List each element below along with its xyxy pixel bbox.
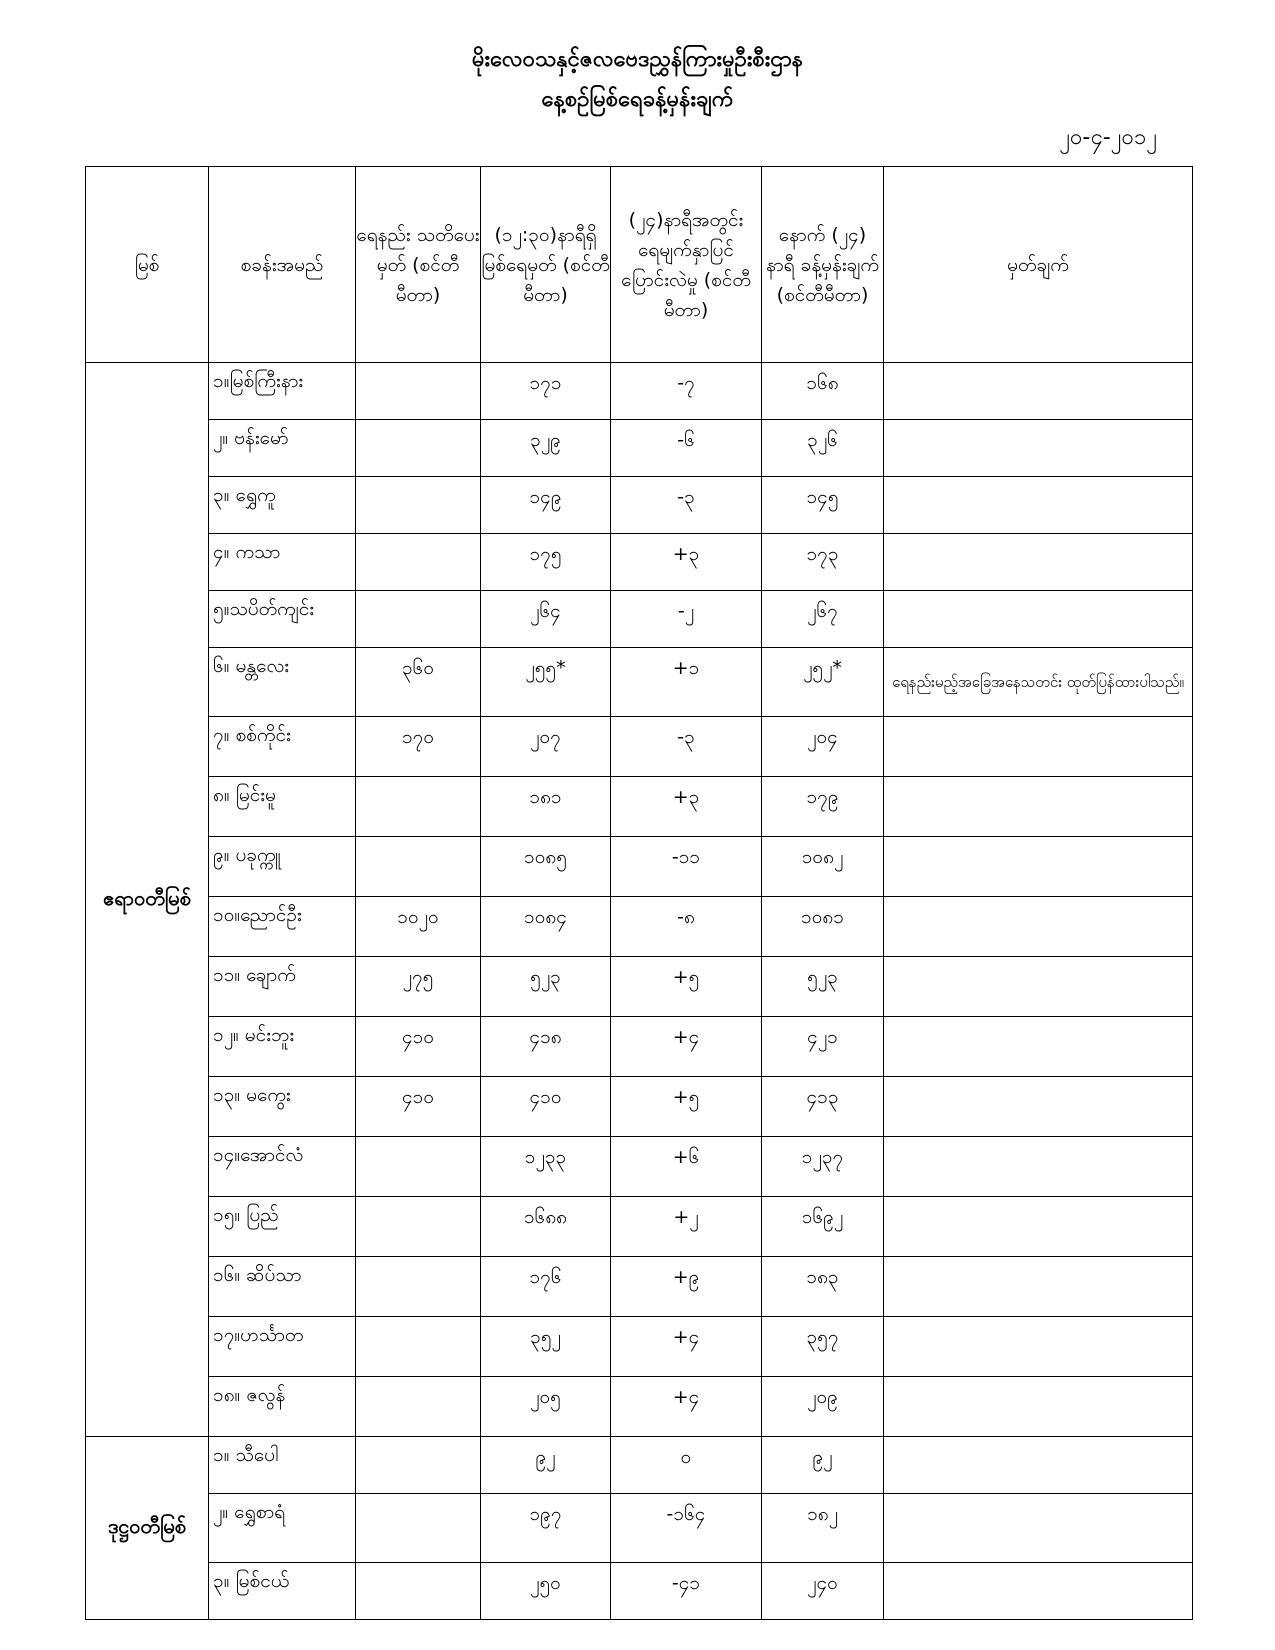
remark-cell bbox=[884, 477, 1193, 534]
forecast-cell: ၉၂ bbox=[762, 1437, 884, 1494]
forecast-cell: ၁၈၃ bbox=[762, 1257, 884, 1317]
river-name-cell: ဧရာဝတီမြစ် bbox=[86, 363, 209, 1437]
table-row bbox=[86, 477, 1193, 534]
warning-level-cell: ၄၁၀ bbox=[356, 1077, 481, 1137]
forecast-cell: ၂၀၉ bbox=[762, 1377, 884, 1437]
water-level-cell: ၁၇၁ bbox=[481, 363, 611, 420]
water-level-cell: ၁၉၇ bbox=[481, 1494, 611, 1563]
station-cell: ၁၃။ မကွေး bbox=[209, 1077, 356, 1137]
remark-cell bbox=[884, 420, 1193, 477]
table-row bbox=[86, 363, 1193, 420]
station-cell: ၄။ ကသာ bbox=[209, 534, 356, 591]
change-cell: +၆ bbox=[611, 1137, 762, 1197]
station-cell: ၂။ ရွှေစာရံ bbox=[209, 1494, 356, 1563]
station-cell: ၁။ သီပေါ bbox=[209, 1437, 356, 1494]
header-current-level: (၁၂:၃၀)နာရီရှိ မြစ်ရေမှတ် (စင်တီမီတာ) bbox=[481, 167, 611, 363]
water-level-cell: ၂၆၄ bbox=[481, 591, 611, 648]
forecast-cell: ၁၆၈ bbox=[762, 363, 884, 420]
table-row bbox=[86, 1563, 1193, 1620]
water-level-cell: ၂၀၅ bbox=[481, 1377, 611, 1437]
table-row bbox=[86, 1197, 1193, 1257]
forecast-cell: ၃၂၆ bbox=[762, 420, 884, 477]
remark-cell: ရေနည်းမည့်အခြေအနေသတင်း ထုတ်ပြန်ထားပါသည်။ bbox=[884, 648, 1193, 717]
table-row bbox=[86, 1137, 1193, 1197]
change-cell: +၉ bbox=[611, 1257, 762, 1317]
forecast-cell: ၁၇၉ bbox=[762, 777, 884, 837]
remark-cell bbox=[884, 1494, 1193, 1563]
water-level-cell: ၁၄၉ bbox=[481, 477, 611, 534]
report-date: ၂၀-၄-၂၀၁၂ bbox=[1059, 125, 1157, 150]
water-level-cell: ၃၂၉ bbox=[481, 420, 611, 477]
header-forecast: နောက် (၂၄) နာရီ ခန့်မှန်းချက် (စင်တီမီတာ) bbox=[762, 167, 884, 363]
station-cell: ၉။ ပခုက္ကူ bbox=[209, 837, 356, 897]
remark-cell bbox=[884, 1137, 1193, 1197]
warning-level-cell bbox=[356, 1494, 481, 1563]
station-cell: ၂။ ဗန်းမော် bbox=[209, 420, 356, 477]
table-row bbox=[86, 1017, 1193, 1077]
warning-level-cell bbox=[356, 1317, 481, 1377]
change-cell: +၄ bbox=[611, 1017, 762, 1077]
change-cell: +၃ bbox=[611, 777, 762, 837]
change-cell: -၄၁ bbox=[611, 1563, 762, 1620]
change-cell: +၅ bbox=[611, 957, 762, 1017]
change-cell: -၁၆၄ bbox=[611, 1494, 762, 1563]
table-row bbox=[86, 420, 1193, 477]
change-cell: +၂ bbox=[611, 1197, 762, 1257]
forecast-cell: ၁၂၃၇ bbox=[762, 1137, 884, 1197]
forecast-cell: ၂၀၄ bbox=[762, 717, 884, 777]
table-row bbox=[86, 1494, 1193, 1563]
header-remark: မှတ်ချက် bbox=[884, 167, 1193, 363]
forecast-cell: ၁၄၅ bbox=[762, 477, 884, 534]
table-row bbox=[86, 591, 1193, 648]
table-row bbox=[86, 777, 1193, 837]
table-row bbox=[86, 897, 1193, 957]
water-level-cell: ၄၁၈ bbox=[481, 1017, 611, 1077]
change-cell: +၄ bbox=[611, 1377, 762, 1437]
station-cell: ၆။ မန္တလေး bbox=[209, 648, 356, 717]
water-level-cell: ၁၆၈၈ bbox=[481, 1197, 611, 1257]
station-cell: ၁၇။ဟင်္သာတ bbox=[209, 1317, 356, 1377]
river-level-table bbox=[85, 166, 1193, 1620]
remark-cell bbox=[884, 1563, 1193, 1620]
station-cell: ၃။ မြစ်ငယ် bbox=[209, 1563, 356, 1620]
remark-cell bbox=[884, 1437, 1193, 1494]
warning-level-cell bbox=[356, 837, 481, 897]
water-level-cell: ၉၂ bbox=[481, 1437, 611, 1494]
change-cell: +၁ bbox=[611, 648, 762, 717]
table-row bbox=[86, 1437, 1193, 1494]
warning-level-cell: ၄၁၀ bbox=[356, 1017, 481, 1077]
remark-cell bbox=[884, 777, 1193, 837]
forecast-cell: ၂၆၇ bbox=[762, 591, 884, 648]
warning-level-cell: ၂၇၅ bbox=[356, 957, 481, 1017]
header-warning-level: ရေနည်း သတိပေးမှတ် (စင်တီမီတာ) bbox=[356, 167, 481, 363]
water-level-cell: ၁၈၁ bbox=[481, 777, 611, 837]
warning-level-cell bbox=[356, 534, 481, 591]
table-row bbox=[86, 957, 1193, 1017]
remark-cell bbox=[884, 1377, 1193, 1437]
forecast-cell: ၂၅၂* bbox=[762, 648, 884, 717]
water-level-cell: ၅၂၃ bbox=[481, 957, 611, 1017]
warning-level-cell: ၁၇၀ bbox=[356, 717, 481, 777]
header-station: စခန်းအမည် bbox=[209, 167, 356, 363]
remark-cell bbox=[884, 897, 1193, 957]
forecast-cell: ၄၁၃ bbox=[762, 1077, 884, 1137]
header-river: မြစ် bbox=[86, 167, 209, 363]
table-row bbox=[86, 717, 1193, 777]
change-cell: -၃ bbox=[611, 717, 762, 777]
forecast-cell: ၁၀၈၂ bbox=[762, 837, 884, 897]
warning-level-cell bbox=[356, 1137, 481, 1197]
warning-level-cell bbox=[356, 1257, 481, 1317]
remark-cell bbox=[884, 957, 1193, 1017]
table-row bbox=[86, 1257, 1193, 1317]
table-row bbox=[86, 1377, 1193, 1437]
change-cell: -၆ bbox=[611, 420, 762, 477]
water-level-cell: ၁၂၃၃ bbox=[481, 1137, 611, 1197]
warning-level-cell: ၁၀၂၀ bbox=[356, 897, 481, 957]
table-row bbox=[86, 837, 1193, 897]
remark-cell bbox=[884, 837, 1193, 897]
remark-cell bbox=[884, 363, 1193, 420]
table-row bbox=[86, 1077, 1193, 1137]
river-name-cell: ဒုဋ္ဌဝတီမြစ် bbox=[86, 1437, 209, 1620]
remark-cell bbox=[884, 591, 1193, 648]
forecast-cell: ၄၂၁ bbox=[762, 1017, 884, 1077]
water-level-cell: ၂၅၅* bbox=[481, 648, 611, 717]
warning-level-cell bbox=[356, 1197, 481, 1257]
station-cell: ၁၄။အောင်လံ bbox=[209, 1137, 356, 1197]
station-cell: ၁၁။ ချောက် bbox=[209, 957, 356, 1017]
forecast-cell: ၂၄၀ bbox=[762, 1563, 884, 1620]
warning-level-cell bbox=[356, 477, 481, 534]
station-cell: ၈။ မြင်းမူ bbox=[209, 777, 356, 837]
report-title: နေ့စဉ်မြစ်ရေခန့်မှန်းချက် bbox=[541, 87, 734, 112]
change-cell: -၈ bbox=[611, 897, 762, 957]
forecast-cell: ၁၈၂ bbox=[762, 1494, 884, 1563]
change-cell: -၇ bbox=[611, 363, 762, 420]
warning-level-cell bbox=[356, 1563, 481, 1620]
change-cell: +၄ bbox=[611, 1317, 762, 1377]
change-cell: +၅ bbox=[611, 1077, 762, 1137]
water-level-cell: ၁၇၆ bbox=[481, 1257, 611, 1317]
water-level-cell: ၄၁၀ bbox=[481, 1077, 611, 1137]
remark-cell bbox=[884, 717, 1193, 777]
forecast-cell: ၁၇၃ bbox=[762, 534, 884, 591]
water-level-cell: ၂၀၇ bbox=[481, 717, 611, 777]
change-cell: -၃ bbox=[611, 477, 762, 534]
station-cell: ၁၅။ ပြည် bbox=[209, 1197, 356, 1257]
agency-title: မိုးလေဝသနှင့်ဇလဗေဒညွှန်ကြားမှုဦးစီးဌာန bbox=[471, 47, 804, 72]
warning-level-cell: ၃၆၀ bbox=[356, 648, 481, 717]
change-cell: ၀ bbox=[611, 1437, 762, 1494]
forecast-cell: ၃၅၇ bbox=[762, 1317, 884, 1377]
water-level-cell: ၁၇၅ bbox=[481, 534, 611, 591]
remark-cell bbox=[884, 1017, 1193, 1077]
header-24h-change: (၂၄)နာရီအတွင်း ရေမျက်နှာပြင် ပြောင်းလဲမှု (စင်တီမီတာ) bbox=[611, 167, 762, 363]
warning-level-cell bbox=[356, 1377, 481, 1437]
remark-cell bbox=[884, 1257, 1193, 1317]
station-cell: ၁။မြစ်ကြီးနား bbox=[209, 363, 356, 420]
table-row bbox=[86, 1317, 1193, 1377]
forecast-cell: ၅၂၃ bbox=[762, 957, 884, 1017]
warning-level-cell bbox=[356, 777, 481, 837]
station-cell: ၁၂။ မင်းဘူး bbox=[209, 1017, 356, 1077]
water-level-cell: ၁၀၈၅ bbox=[481, 837, 611, 897]
station-cell: ၃။ ရွှေကူ bbox=[209, 477, 356, 534]
forecast-cell: ၁၆၉၂ bbox=[762, 1197, 884, 1257]
station-cell: ၁၈။ ဇလွန် bbox=[209, 1377, 356, 1437]
water-level-cell: ၁၀၈၄ bbox=[481, 897, 611, 957]
warning-level-cell bbox=[356, 591, 481, 648]
water-level-cell: ၃၅၂ bbox=[481, 1317, 611, 1377]
station-cell: ၇။ စစ်ကိုင်း bbox=[209, 717, 356, 777]
station-cell: ၅။သပိတ်ကျင်း bbox=[209, 591, 356, 648]
change-cell: -၂ bbox=[611, 591, 762, 648]
warning-level-cell bbox=[356, 363, 481, 420]
change-cell: +၃ bbox=[611, 534, 762, 591]
table-row bbox=[86, 648, 1193, 717]
forecast-cell: ၁၀၈၁ bbox=[762, 897, 884, 957]
change-cell: -၁၁ bbox=[611, 837, 762, 897]
warning-level-cell bbox=[356, 420, 481, 477]
warning-level-cell bbox=[356, 1437, 481, 1494]
remark-cell bbox=[884, 1197, 1193, 1257]
table-header-row bbox=[86, 167, 1193, 363]
water-level-cell: ၂၅၀ bbox=[481, 1563, 611, 1620]
station-cell: ၁၀။ညောင်ဦး bbox=[209, 897, 356, 957]
station-cell: ၁၆။ ဆိပ်သာ bbox=[209, 1257, 356, 1317]
remark-cell bbox=[884, 534, 1193, 591]
remark-cell bbox=[884, 1317, 1193, 1377]
table-row bbox=[86, 534, 1193, 591]
remark-cell bbox=[884, 1077, 1193, 1137]
